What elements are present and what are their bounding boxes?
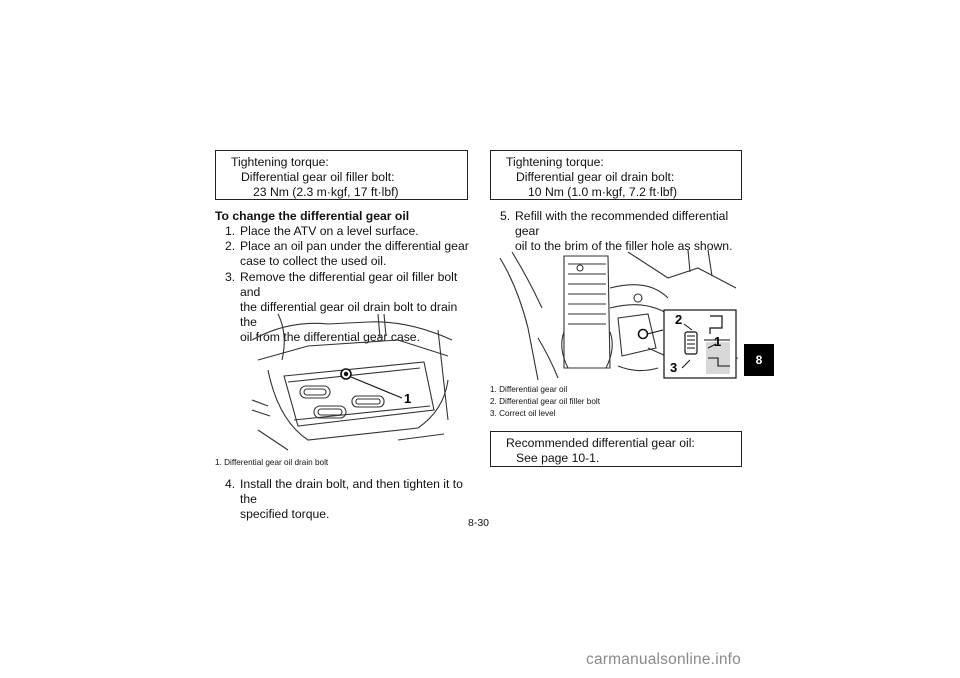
step-text: Refill with the recommended differential gear [515, 209, 729, 239]
step-number: 3. [225, 269, 236, 284]
torque-label: Tightening torque: [231, 155, 329, 169]
watermark: carmanualsonline.info [586, 651, 741, 668]
drain-bolt-illustration [248, 310, 456, 456]
drain-bolt-callout: 1 [404, 391, 412, 406]
step-text: specified torque. [240, 507, 330, 522]
right-figure-caption [490, 384, 600, 420]
filler-bolt-illustration [498, 248, 740, 380]
caption-item: 1. Differential gear oil [490, 385, 568, 394]
caption-item: 3. Correct oil level [490, 409, 556, 418]
step-text: Place an oil pan under the differential gear [240, 239, 469, 254]
filler-bolt-figure [498, 248, 740, 380]
filler-bolt-torque-box [215, 150, 468, 200]
filler-bolt-torque-value: 23 Nm (2.3 m·kgf, 17 ft·lbf) [253, 185, 399, 199]
drain-bolt-torque-value: 10 Nm (1.0 m·kgf, 7.2 ft·lbf) [528, 185, 677, 199]
step-2 [215, 239, 475, 269]
step-number: 5. [500, 209, 511, 223]
step-4 [215, 477, 475, 523]
oil-callout: 1 [714, 334, 722, 349]
step-text: Install the drain bolt, and then tighten it to the [240, 477, 463, 507]
caption-item: 1. Differential gear oil drain bolt [215, 458, 329, 467]
step-text: the differential gear oil drain bolt to drain the [240, 300, 458, 330]
oil-level-callout: 3 [670, 360, 678, 375]
recommended-oil-label: Recommended differential gear oil: [506, 436, 695, 450]
recommended-oil-ref: See page 10-1. [516, 451, 600, 465]
drain-bolt-torque-box [490, 150, 742, 200]
drain-bolt-figure [248, 310, 456, 456]
torque-label: Tightening torque: [506, 155, 604, 169]
step-number: 4. [225, 477, 236, 491]
step-text: oil to the brim of the filler hole as shown. [515, 239, 733, 254]
step-4-list [215, 477, 475, 523]
recommended-oil-box [490, 431, 742, 467]
left-figure-caption [215, 457, 328, 469]
step-1 [215, 224, 475, 239]
step-text: Remove the differential gear oil filler bolt and [240, 269, 458, 299]
caption-item: 2. Differential gear oil filler bolt [490, 397, 600, 406]
step-number: 1. [225, 224, 236, 238]
chapter-tab: 8 [744, 344, 774, 376]
step-number: 2. [225, 239, 236, 254]
step-text: Place the ATV on a level surface. [240, 224, 419, 238]
section-heading: To change the differential gear oil [215, 209, 410, 223]
step-text: case to collect the used oil. [240, 254, 387, 269]
page-number: 8-30 [468, 517, 490, 529]
filler-bolt-label: Differential gear oil filler bolt: [241, 170, 395, 184]
filler-bolt-callout: 2 [675, 312, 683, 327]
drain-bolt-label: Differential gear oil drain bolt: [516, 170, 675, 184]
step-text: oil from the differential gear case. [240, 330, 420, 345]
